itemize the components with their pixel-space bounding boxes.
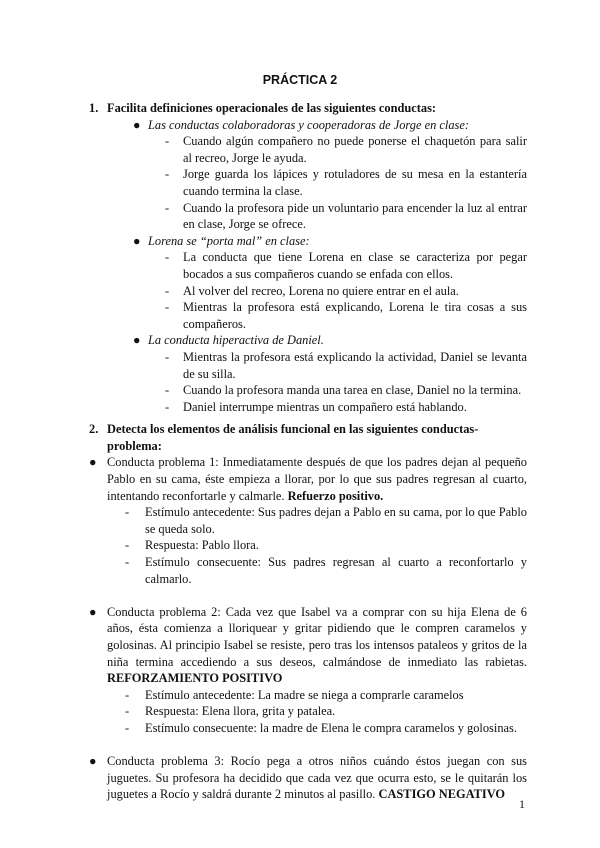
item-text: Jorge guarda los lápices y rotuladores de su mesa en la estantería cuando termina la clase. [183,167,527,198]
list-item-text [183,399,527,416]
verdict-label: CASTIGO NEGATIVO [378,787,506,802]
problem-item [89,454,527,504]
definition-item [89,249,527,282]
page-title: PRÁCTICA 2 [262,73,338,87]
item-text: Estímulo consecuente: la madre de Elena le compra caramelos y golosinas. [145,720,517,735]
bullet-icon: ● [133,233,141,248]
bullet-icon: ● [133,333,141,348]
item-text: Respuesta: Elena llora, grita y patalea. [145,704,336,719]
verdict-label: REFORZAMIENTO POSITIVO [107,671,283,686]
item-text: Lorena se “porta mal” en clase: [148,233,310,248]
list-item-text [145,687,527,704]
analysis-item [89,537,527,554]
list-item-text [107,454,527,504]
definition-item [89,399,527,416]
bullet-icon: ● [133,117,141,132]
list-item-text [183,283,527,300]
section-1-list [89,117,527,416]
item-text: La conducta que tiene Lorena en clase se caracteriza por pegar bocados a sus compañeros cuando se enfada con ellos. [183,250,527,281]
dash-marker: - [125,704,130,719]
analysis-item [89,687,527,704]
list-item-text [145,703,527,720]
item-text: Conducta problema 3: Rocío pega a otros niños cuándo éstos juegan con sus juguetes. Su profesora ha decidido que cada vez que ocurra esto, se le quitarán los juguetes a Rocío y saldrá durante 2 minutos al pasillo. [107,754,527,802]
dash-marker: - [165,283,170,298]
dash-marker: - [165,349,170,364]
dash-marker: - [165,383,170,398]
definition-item [89,133,527,166]
item-text: Las conductas colaboradoras y cooperadoras de Jorge en clase: [148,117,469,132]
section-number: 1. [89,101,99,115]
list-item-text [148,117,527,134]
page-number: 1 [519,797,525,811]
item-text: Estímulo antecedente: La madre se niega a comprarle caramelos [145,687,464,702]
section-number: 2. [89,422,99,437]
list-item-text [107,604,527,687]
item-text: Respuesta: Pablo llora. [145,538,259,553]
list-item-text [148,332,527,349]
list-item-text [145,537,527,554]
list-item-text [183,349,527,382]
dash-marker: - [125,720,130,735]
dash-marker: - [165,200,170,215]
list-item-text [148,233,527,250]
behavior-group [89,233,527,250]
dash-marker: - [165,167,170,182]
analysis-item [89,703,527,720]
problem-item [89,604,527,687]
dash-marker: - [165,134,170,149]
item-text: La conducta hiperactiva de Daniel. [148,333,324,348]
bullet-icon: ● [89,754,97,769]
definition-item [89,200,527,233]
dash-marker: - [165,399,170,414]
list-item-text [145,504,527,537]
list-item-text [183,249,527,282]
definition-item [89,283,527,300]
item-text: Daniel interrumpe mientras un compañero está hablando. [183,399,467,414]
list-item-text [183,200,527,233]
problem-item [89,753,527,803]
spacer [89,587,527,604]
item-text: Cuando algún compañero no puede ponerse el chaquetón para salir al recreo, Jorge le ayuda. [183,134,527,165]
verdict-label: Refuerzo positivo. [287,488,384,503]
dash-marker: - [125,505,130,520]
dash-marker: - [125,538,130,553]
analysis-item [89,554,527,587]
item-text: Estímulo consecuente: Sus padres regresan al cuarto a reconfortarlo y calmarlo. [145,555,527,586]
spacer [89,737,527,754]
definition-item [89,166,527,199]
section-2-list [89,454,527,802]
item-text: Conducta problema 1: Inmediatamente después de que los padres dejan al pequeño Pablo en su cama, éste empieza a llorar, por lo que sus padres regresan al cuarto, intentando reconfortarle y calmarle. [107,455,527,503]
list-item-text [145,554,527,587]
behavior-group [89,117,527,134]
bullet-icon: ● [89,455,97,470]
dash-marker: - [125,687,130,702]
behavior-group [89,332,527,349]
analysis-item [89,720,527,737]
section-heading-text: Detecta los elementos de análisis funcional en las siguientes conductas-problema: [107,422,479,453]
item-text: Cuando la profesora manda una tarea en clase, Daniel no la termina. [183,383,522,398]
item-text: Mientras la profesora está explicando la actividad, Daniel se levanta de su silla. [183,349,527,381]
section-heading-text: Facilita definiciones operacionales de las siguientes conductas: [107,101,437,115]
item-text: Cuando la profesora pide un voluntario para encender la luz al entrar en clase, Jorge se ofrece. [183,200,527,232]
section-2-heading [89,421,527,454]
dash-marker: - [125,555,130,570]
item-text: Conducta problema 2: Cada vez que Isabel va a comprar con su hija Elena de 6 años, ésta comienza a lloriquear y gritar pidiendo que le compren caramelos y golosinas. Al principio Isabel se resiste, pero tras los intensos pataleos y gritos de la niña termina accediendo a sus deseos, calmándose de inmediato las rabietas. [107,604,527,669]
definition-item [89,299,527,332]
definition-item [89,349,527,382]
section-1-heading [89,100,527,117]
list-item-text [145,720,527,737]
item-text: Al volver del recreo, Lorena no quiere entrar en el aula. [183,283,459,298]
list-item-text [183,382,527,399]
bullet-icon: ● [89,604,97,619]
document-body [89,100,527,803]
analysis-item [89,504,527,537]
item-text: Estímulo antecedente: Sus padres dejan a Pablo en su cama, por lo que Pablo se queda solo. [145,505,527,536]
list-item-text [107,753,527,803]
item-text: Mientras la profesora está explicando, Lorena le tira cosas a sus compañeros. [183,300,527,331]
list-item-text [183,133,527,166]
dash-marker: - [165,250,170,265]
list-item-text [183,299,527,332]
list-item-text [183,166,527,199]
dash-marker: - [165,300,170,315]
definition-item [89,382,527,399]
